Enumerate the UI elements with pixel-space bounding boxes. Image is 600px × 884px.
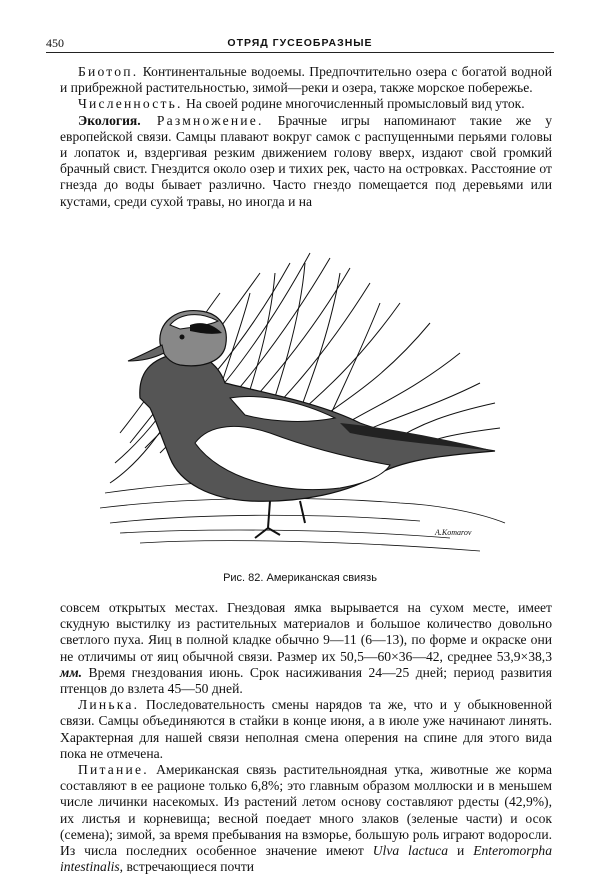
biotop-label: Биотоп.	[78, 64, 139, 79]
chislennost-paragraph	[60, 96, 552, 112]
duck-illustration	[100, 233, 510, 563]
page-number: 450	[46, 36, 64, 50]
page-header	[46, 36, 554, 53]
razmnozhenie-label: Размножение.	[140, 112, 264, 128]
figure-caption: Рис. 82. Американская свиязь	[223, 572, 377, 584]
pitanie-label: Питание.	[78, 762, 149, 778]
razmnozhenie-text: Брачные игры напоминают такие же у европейской связи. Самцы плавают вокруг самок с распущенными перьями головы и лопаток и, вздергивая резким движением голову вверх, издают свой громкий брачный свист. Гнездится около озер и тихих рек, часто на островках. Расстояние от гнезда до воды бывает различно. Часто гнездо помещается под деревьями или кустами, среди сухой травы, но иногда и на	[60, 112, 552, 209]
biotop-paragraph	[60, 64, 552, 96]
linka-text: Последовательность смены нарядов та же, что и у обыкновенной связи. Самцы объединяются в стайки в конце июня, а в июле уже начинают линять. Характерная для нашей связи неполная смена оперения на спине для этого вида пока не отмечена.	[60, 697, 552, 761]
artist-signature: A.Komarov	[435, 528, 472, 537]
continuation-paragraph	[60, 600, 552, 697]
pitanie-paragraph	[60, 762, 552, 875]
and-word: и	[448, 843, 474, 859]
chislennost-text: На своей родине многочисленный промысловый вид уток.	[182, 96, 525, 112]
top-text-block	[60, 64, 552, 210]
nest-text-2: Время гнездования июнь. Срок насиживания 24—25 дней; период развития птенцов до взлета 45—50 дней.	[60, 664, 552, 697]
ecology-paragraph	[60, 113, 552, 210]
mm-unit: мм.	[60, 664, 83, 680]
ecology-label: Экология.	[78, 112, 141, 128]
running-head: ОТРЯД ГУСЕОБРАЗНЫЕ	[227, 37, 373, 49]
biotop-text: Континентальные водоемы. Предпочтительно озера с богатой водной и прибрежной растительностью, зимой—реки и озера, также морское побережье.	[60, 64, 552, 96]
linka-label: Линька.	[78, 697, 140, 713]
nest-text: совсем открытых местах. Гнездовая ямка вырывается на сухом месте, имеет скудную выстилку из растительных материалов и большое количество довольно светлого пуха. Яиц в полной кладке обычно 9—11 (6—13), по форме и окраске они не отличимы от яиц обычной связи. Размер их 50,5—60×36—42, среднее 53,9×38,3	[60, 600, 552, 664]
linka-paragraph	[60, 697, 552, 762]
bottom-text-block	[60, 600, 552, 875]
pitanie-text: Американская связь растительноядная утка, животные же корма составляют в ее рационе только 6,8%; это главным образом моллюски и в меньшем числе личинки насекомых. Из растений летом основу составляют рдесты (42,9%), их листья и корневища; весной поедает много злаков (зеленые части) и осок (семена); зимой, за время пребывания на взморье, большую роль играют водоросли. Из числа последних особенное значение имеют	[60, 762, 552, 859]
ulva-name: Ulva lactuca	[372, 843, 449, 859]
chislennost-label: Численность.	[78, 96, 183, 112]
enteromorpha-name: Enteromorpha intestinalis	[60, 843, 552, 875]
pitanie-end: , встречающиеся почти	[119, 859, 255, 875]
